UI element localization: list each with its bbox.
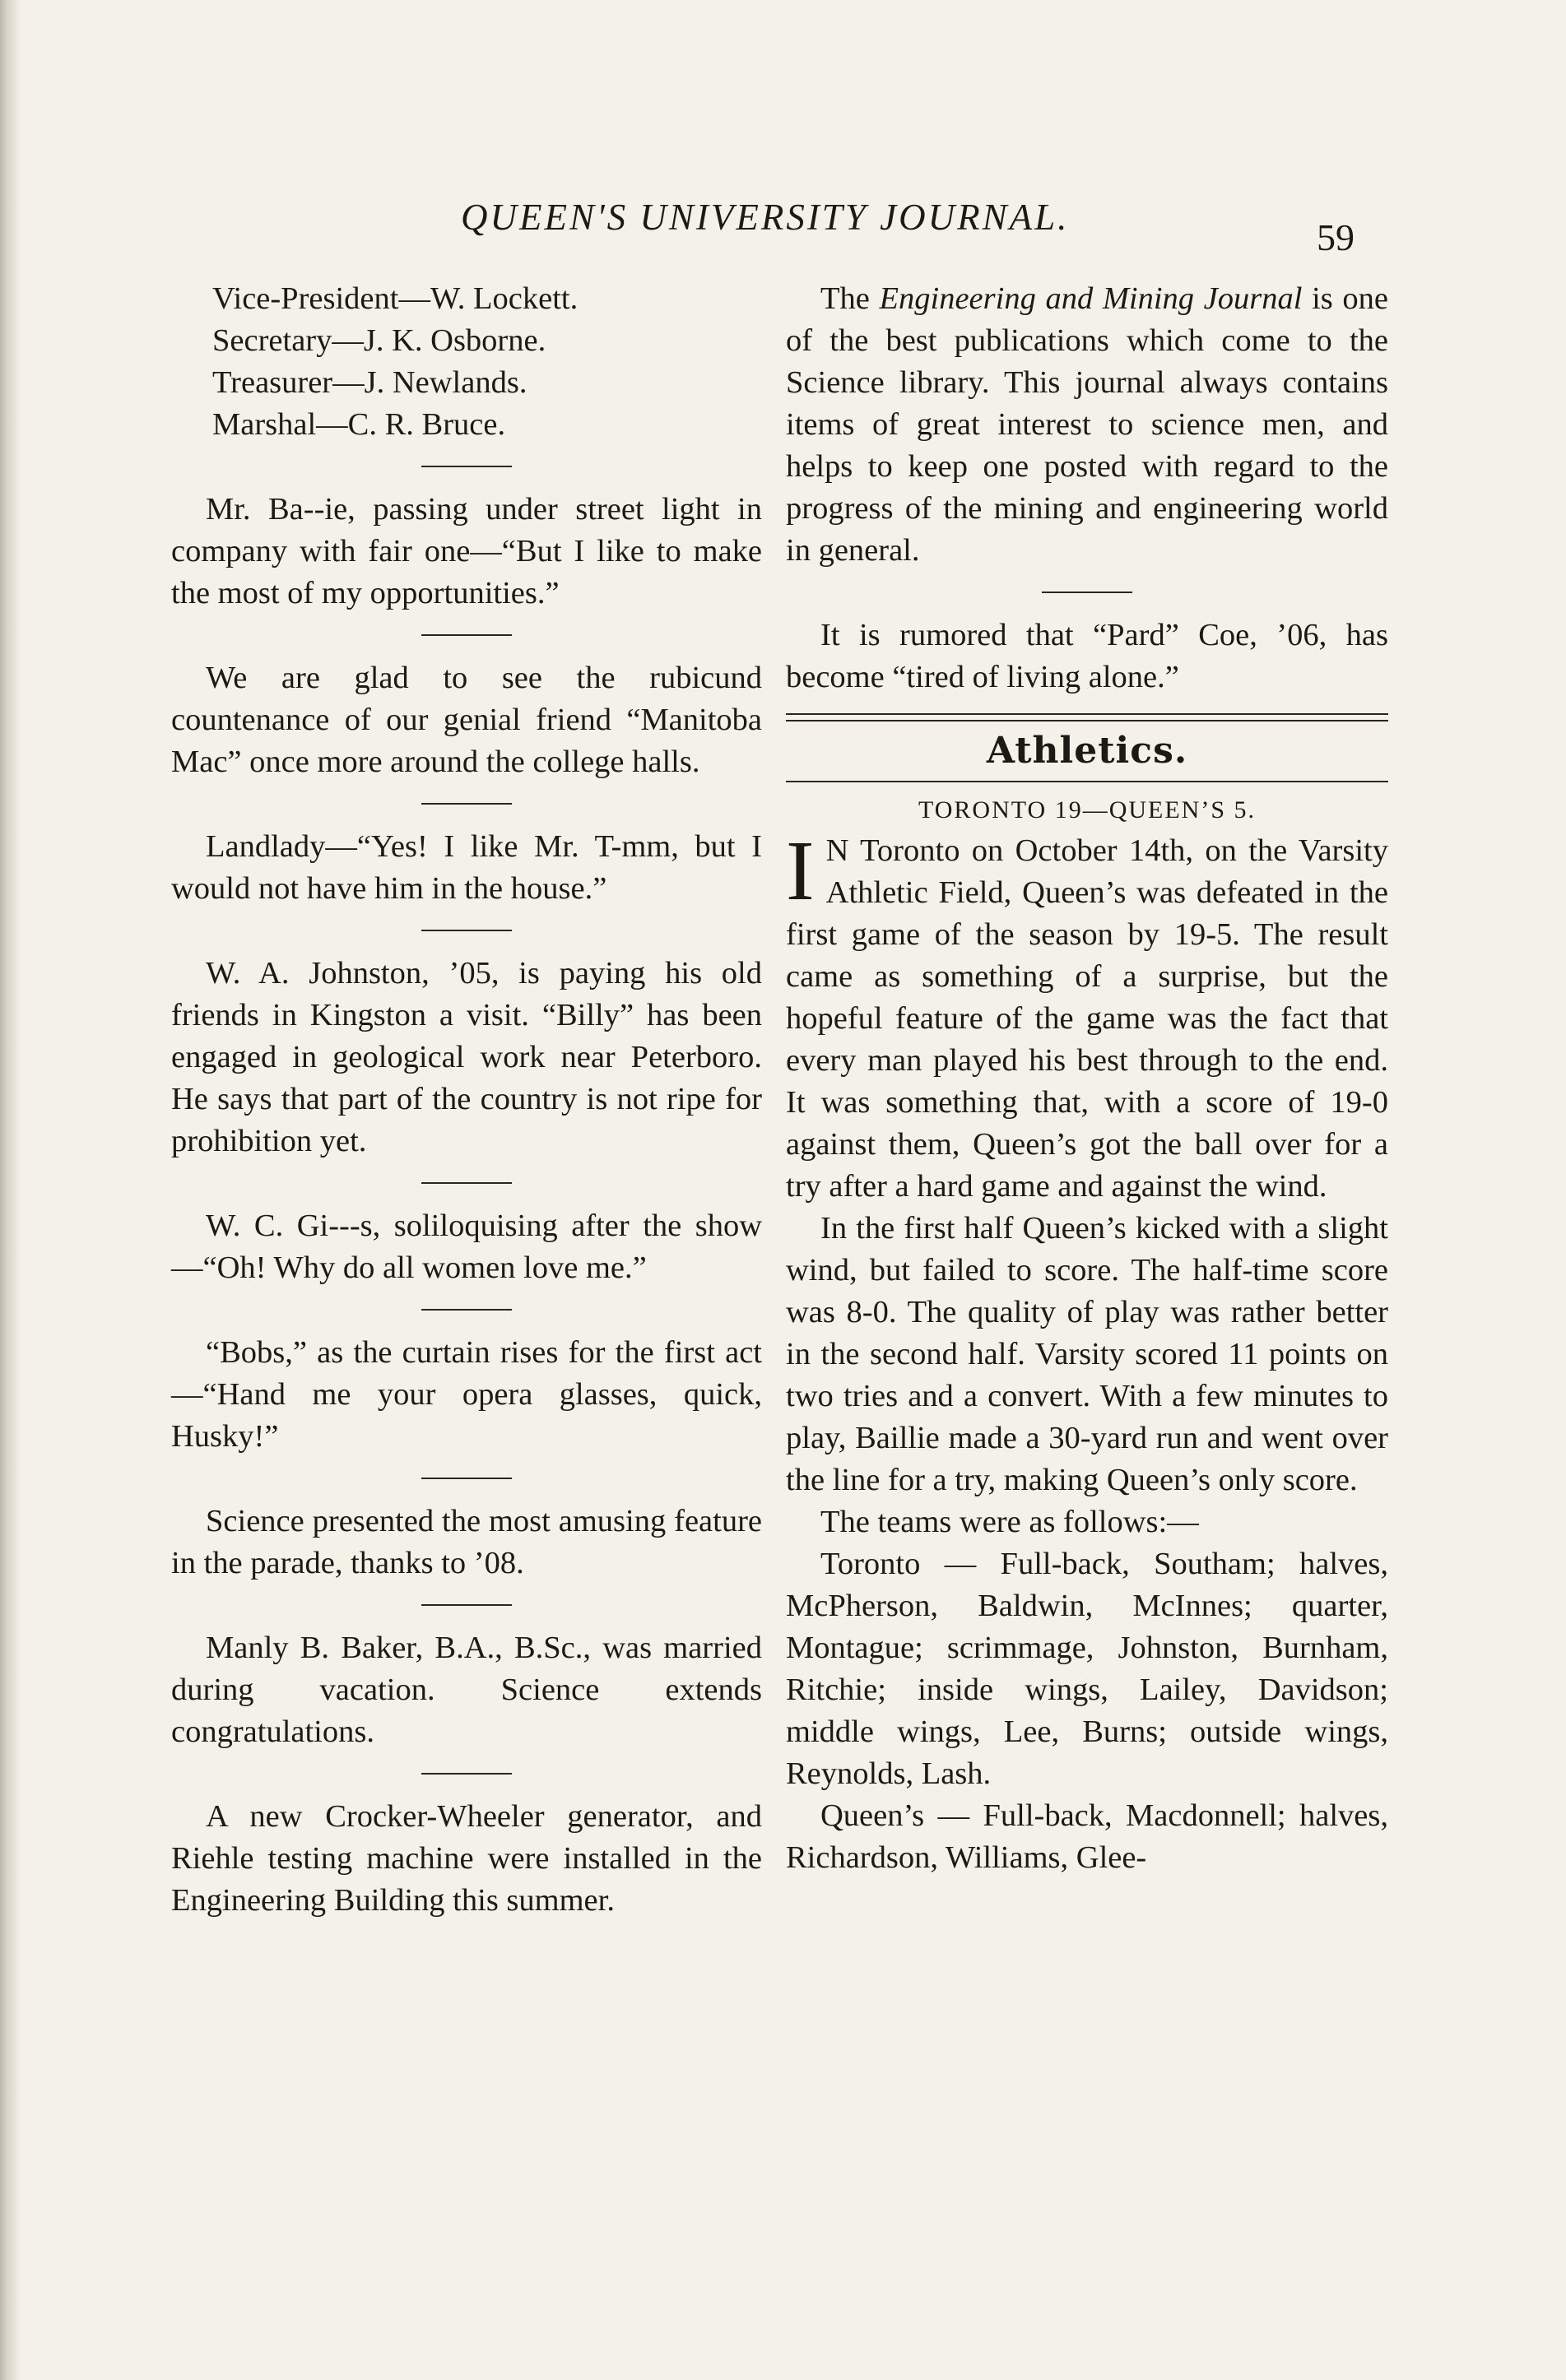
item-divider (421, 466, 512, 467)
left-column (171, 278, 762, 1922)
team-lineup-queens: Queen’s — Full-back, Macdonnell; halves, Richardson, Williams, Glee- (786, 1798, 1388, 1875)
item-divider (421, 1182, 512, 1184)
item-divider (421, 1309, 512, 1311)
journal-item (786, 278, 1388, 572)
item-divider (421, 803, 512, 805)
officer-marshal: Marshal—C. R. Bruce. (212, 407, 506, 442)
match-heading: TORONTO 19—QUEEN’S 5. (918, 796, 1257, 823)
section-rule (786, 781, 1388, 782)
news-item: W. C. Gi---s, soliloquising after the show—“Oh! Why do all women love me.” (171, 1209, 762, 1285)
news-item: Landlady—“Yes! I like Mr. T-mm, but I would not have him in the house.” (171, 829, 762, 906)
item-divider (421, 1604, 512, 1606)
rumor-item: It is rumored that “Pard” Coe, ’06, has become “tired of living alone.” (786, 618, 1388, 694)
news-item: W. A. Johnston, ’05, is paying his old friends in Kingston a visit. “Billy” has been engaged in geological work near Peterboro. He says that part of the country is not ripe for prohibition yet. (171, 956, 762, 1158)
news-item: Manly B. Baker, B.A., B.Sc., was married during vacation. Science extends congratulations. (171, 1631, 762, 1749)
item-divider (421, 634, 512, 636)
item-divider (421, 1478, 512, 1479)
news-item: Science presented the most amusing feature in the parade, thanks to ’08. (171, 1504, 762, 1580)
match-report-text: N Toronto on October 14th, on the Varsity Athletic Field, Queen’s was defeated in the first game of the season by 19-5. The result came as something of a surprise, but the hopeful feature of the game was the fact that every man played his best through to the end. It was something that, with a score of 19-0 against them, Queen’s got the ball over for a try after a hard game and against the wind. (786, 833, 1388, 1204)
journal-title: QUEEN'S UNIVERSITY JOURNAL. (461, 197, 1070, 238)
page-number: 59 (1317, 216, 1355, 258)
right-column (786, 278, 1388, 1879)
teams-intro: The teams were as follows:— (820, 1505, 1199, 1539)
item-divider (421, 1773, 512, 1775)
team-lineup-toronto: Toronto — Full-back, Southam; halves, McPherson, Baldwin, McInnes; quarter, Montague; scrimmage, Johnston, Burnham, Ritchie; inside wings, Lailey, Davidson; middle wings, Lee, Burns; outside wings, Reynolds, Lash. (786, 1547, 1388, 1791)
officer-treasurer: Treasurer—J. Newlands. (212, 365, 527, 400)
journal-item-before: The (820, 281, 880, 316)
section-title-athletics: Athletics. (986, 730, 1188, 772)
officer-vice-president: Vice-President—W. Lockett. (212, 281, 579, 316)
journal-name: Engineering and Mining Journal (879, 281, 1303, 316)
page-edge-shadow (0, 0, 21, 2380)
item-divider (421, 930, 512, 931)
officer-secretary: Secretary—J. K. Osborne. (212, 323, 546, 358)
drop-cap: I (786, 823, 815, 918)
officers-list (171, 278, 762, 446)
news-item: We are glad to see the rubicund countenance of our genial friend “Manitoba Mac” once more around the college halls. (171, 661, 762, 779)
journal-item-after: is one of the best publications which come to the Science library. This journal always contains items of great interest to science men, and helps to keep one posted with regard to the progress of the mining and engineering world in general. (786, 281, 1388, 568)
match-report-paragraph (786, 823, 1388, 1208)
item-divider (1042, 592, 1132, 593)
news-item: A new Crocker-Wheeler generator, and Riehle testing machine were installed in the Engineering Building this summer. (171, 1799, 762, 1918)
page-header (0, 196, 1566, 262)
match-report-paragraph-2: In the first half Queen’s kicked with a slight wind, but failed to score. The half-time score was 8-0. The quality of play was rather better in the second half. Varsity scored 11 points on two tries and a convert. With a few minutes to play, Baillie made a 30-yard run and went over the line for a try, making Queen’s only score. (786, 1211, 1388, 1497)
news-item: Mr. Ba--ie, passing under street light in company with fair one—“But I like to make the most of my opportunities.” (171, 492, 762, 610)
section-double-rule (786, 713, 1388, 721)
news-item: “Bobs,” as the curtain rises for the first act—“Hand me your opera glasses, quick, Husky!” (171, 1335, 762, 1454)
